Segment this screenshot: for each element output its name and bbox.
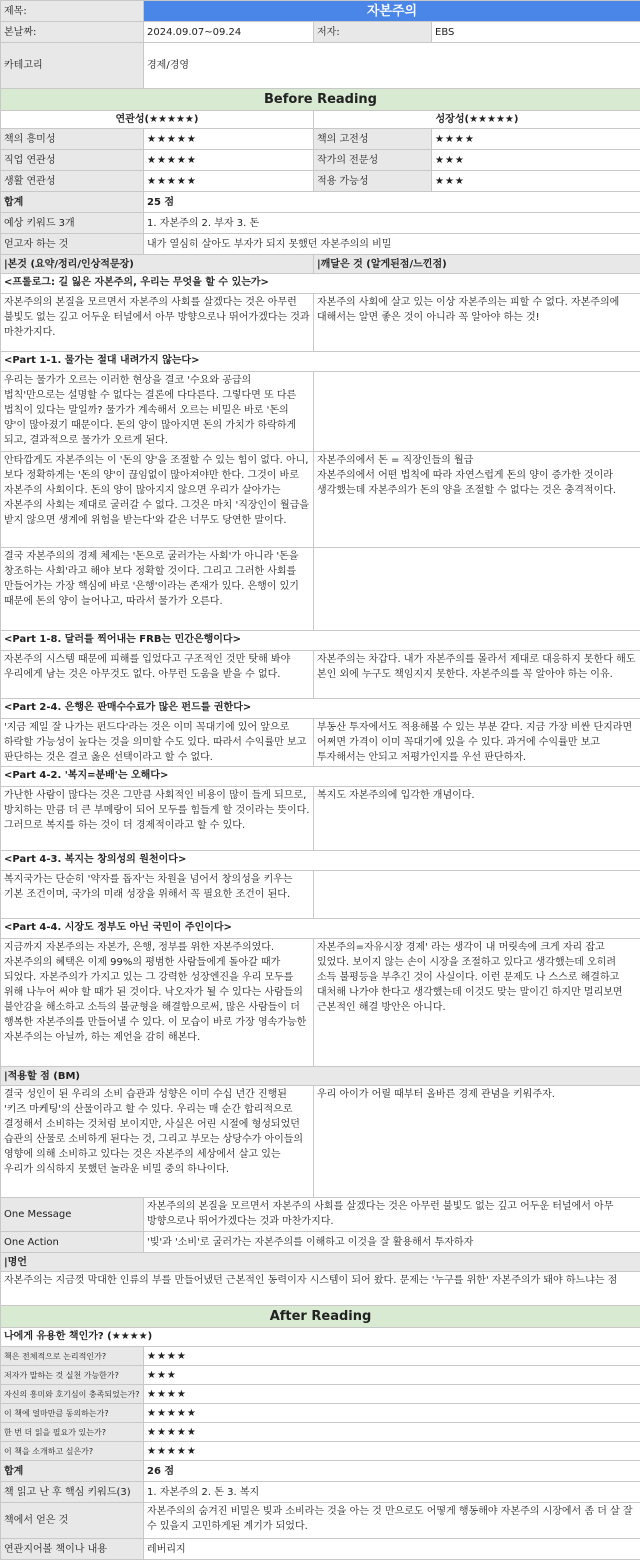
gained-value: 자본주의의 숨겨진 비밀은 빚과 소비라는 것을 아는 것 만으로도 어떻게 행동해야 자본주의 시장에서 좀 더 살 잘 수 있을지 고민하게된 계기가 되었다. xyxy=(144,1503,640,1539)
insight-text xyxy=(314,372,640,452)
one-message-value: 자본주의의 본질을 모르면서 자본주의 사회를 살겠다는 것은 아무런 불빛도 없는 깊고 어두운 터널에서 아무 방향으로나 뛰어가겠다는 것과 마찬가지다. xyxy=(144,1198,640,1232)
insight-text: 자본주의=자유시장 경제' 라는 생각이 내 머릿속에 크게 자리 잡고 있었다. 보이지 않는 손이 시장을 조절하고 있다고 생각했는데 오히려 소득 불평등을 부추긴 것이 사실이다. 이런 문제도 나 스스로 해결하고 대처해 나가야 한다고 생각했는데 이것도 맞는 말이긴 하지만 멀리보면 근본적인 해결 방안은 아니다. xyxy=(314,939,640,1067)
after-rating-stars: ★★★★ xyxy=(144,1347,640,1366)
summary-text: 안타깝게도 자본주의는 이 '돈의 양'을 조절할 수 있는 힘이 없다. 아니, 보다 정확하게는 '돈의 양'이 끊임없이 많아져야만 한다. 그것이 바로 자본주의 사회이다. 돈의 양이 많아지지 않으면 우리가 살아가는 자본주의 사회는 제대로 굴러갈 수 없다. 그것은 마치 '직장인이 월급을 받지 않으면 생계에 위험을 받는다'와 같은 너무도 당연한 말이다. xyxy=(1,452,314,548)
insight-text xyxy=(314,548,640,631)
gained-label: 책에서 얻은 것 xyxy=(1,1503,144,1539)
summary-text: '지금 제일 잘 나가는 펀드다'라는 것은 이미 꼭대기에 있어 앞으로 하락할 가능성이 높다는 것을 의미할 수도 있다. 따라서 수익률만 보고 판단하는 것은 결코 옳은 선택이라고 할 수 없다. xyxy=(1,719,314,767)
summary-text: 우리는 물가가 오르는 이러한 현상을 결코 '수요와 공급의 법칙'만으로는 설명할 수 없다는 결론에 다다른다. 그렇다면 또 다른 법칙이 있다는 말일까? 물가가 계속해서 오르는 비밀은 바로 '돈의 양'이 많아졌기 때문이다. 돈의 양이 많아지면 돈의 가치가 하락하게 되고, 결과적으로 물가가 오르게 된다. xyxy=(1,372,314,452)
rating-stars: ★★★ xyxy=(432,171,640,192)
part-heading: <Part 2-4. 은행은 판매수수료가 많은 펀드를 권한다> xyxy=(1,699,640,719)
title-label: 제목: xyxy=(1,1,144,22)
keywords-label: 예상 키워드 3개 xyxy=(1,213,144,234)
insight-text: 복지도 자본주의에 입각한 개념이다. xyxy=(314,787,640,851)
after-rating-stars: ★★★★★ xyxy=(144,1442,640,1461)
one-action-label: One Action xyxy=(1,1232,144,1253)
rating-stars: ★★★★ xyxy=(432,129,640,150)
category-value: 경제/경영 xyxy=(144,43,640,89)
related-value: 레버리지 xyxy=(144,1539,640,1560)
part-heading: <Part 4-2. '복지=분배'는 오해다> xyxy=(1,767,640,787)
part-heading: <Part 1-1. 물가는 절대 내려가지 않는다> xyxy=(1,352,640,372)
goal-value: 내가 열심히 살아도 부자가 되지 못했던 자본주의의 비밀 xyxy=(144,234,640,255)
summary-text: 결국 자본주의의 경제 체제는 '돈으로 굴러가는 사회'가 아니라 '돈을 창조하는 사회'라고 해야 보다 정확할 것이다. 그리고 그러한 사회를 만들어가는 가장 핵심에 바로 '은행'이라는 존재가 있다. 은행이 있기 때문에 돈의 양이 늘어나고, 따라서 물가가 오른다. xyxy=(1,548,314,631)
summary-text: 가난한 사람이 많다는 것은 그만큼 사회적인 비용이 많이 들게 되므로, 방치하는 만큼 더 큰 부메랑이 되어 모두를 힘들게 할 것이라는 뜻이다. 그러므로 복지를 하는 것이 더 경제적이라고 할 수 있다. xyxy=(1,787,314,851)
apply-action-text: 우리 아이가 어릴 때부터 올바른 경제 관념을 키워주자. xyxy=(314,1086,640,1198)
summary-column-header: |본것 (요약/정리/인상적문장) xyxy=(1,255,314,274)
rating-label: 직업 연관성 xyxy=(1,150,144,171)
after-rating-label: 한 번 더 읽을 필요가 있는가? xyxy=(1,1423,144,1442)
after-total-value: 26 점 xyxy=(144,1461,640,1482)
insight-text xyxy=(314,871,640,919)
part-heading: <Part 4-4. 시장도 정부도 아닌 국민이 주인이다> xyxy=(1,919,640,939)
summary-text: 복지국가는 단순히 '약자를 돕자'는 차원을 넘어서 창의성을 키우는 기본 조건이며, 국가의 미래 성장을 위해서 꼭 필요한 조건이 된다. xyxy=(1,871,314,919)
apply-header: |적용할 점 (BM) xyxy=(1,1067,640,1086)
rating-stars: ★★★★★ xyxy=(144,150,314,171)
related-label: 연관지어볼 책이나 내용 xyxy=(1,1539,144,1560)
quote-text: 자본주의는 지금껏 막대한 인류의 부를 만들어냈던 근본적인 동력이자 시스템이 되어 왔다. 문제는 '누구를 위한' 자본주의가 돼야 하느냐는 점 xyxy=(1,1272,640,1306)
one-action-value: '빚'과 '소비'로 굴러가는 자본주의를 이해하고 이것을 잘 활용해서 투자하자 xyxy=(144,1232,640,1253)
after-reading-title: After Reading xyxy=(1,1306,640,1328)
category-label: 카테고리 xyxy=(1,43,144,89)
after-rating-stars: ★★★★ xyxy=(144,1385,640,1404)
after-rating-label: 자신의 흥미와 호기심이 충족되었는가? xyxy=(1,1385,144,1404)
after-keywords-label: 책 읽고 난 후 핵심 키워드(3) xyxy=(1,1482,144,1503)
keywords-value: 1. 자본주의 2. 부자 3. 돈 xyxy=(144,213,640,234)
after-rating-label: 이 책에 얼마만큼 동의하는가? xyxy=(1,1404,144,1423)
insight-text: 자본주의 사회에 살고 있는 이상 자본주의는 피할 수 없다. 자본주의에 대해서는 알면 좋은 것이 아니라 꼭 알아야 하는 것! xyxy=(314,294,640,352)
goal-label: 얻고자 하는 것 xyxy=(1,234,144,255)
insight-text: 자본주의에서 돈 = 직장인들의 월급 자본주의에서 어떤 법칙에 따라 자연스럽게 돈의 양이 증가한 것이라 생각했는데 자본주의가 돈의 양을 조절할 수 없다는 것은 충격적이다. xyxy=(314,452,640,548)
date-value: 2024.09.07~09.24 xyxy=(144,22,314,43)
summary-text: 지금까지 자본주의는 자본가, 은행, 정부를 위한 자본주의였다. 자본주의의 혜택은 이제 99%의 평범한 사람들에게 돌아갈 때가 되었다. 자본주의가 가지고 있는 그 강력한 성장엔진을 우리 모두를 위해 나누어 써야 할 때가 된 것이다. 낙오자가 될 수 있다는 사람들의 불안감을 해소하고 소득의 불균형을 해결함으로써, 많은 사람들이 더 행복한 자본주의를 만들어낼 수 있다. 이 모습이 바로 가장 영속가능한 자본주의는 아닐까, 하는 제언을 감히 해본다. xyxy=(1,939,314,1067)
date-label: 본날짜: xyxy=(1,22,144,43)
after-keywords-value: 1. 자본주의 2. 돈 3. 복지 xyxy=(144,1482,640,1503)
rating-label: 생활 연관성 xyxy=(1,171,144,192)
insight-text: 부동산 투자에서도 적용해볼 수 있는 부분 같다. 지금 가장 비싼 단지라면 어쩌면 가격이 이미 꼭대기에 있을 수 있다. 과거에 수익률만 보고 투자해서는 안되고 저평가인지를 우선 판단하자. xyxy=(314,719,640,767)
summary-text: 자본주의 시스템 때문에 피해를 입었다고 구조적인 것만 탓해 봐야 우리에게 남는 것은 아무것도 없다. 아무런 도움을 받을 수 없다. xyxy=(1,651,314,699)
rating-label: 책의 고전성 xyxy=(314,129,432,150)
after-total-label: 합계 xyxy=(1,1461,144,1482)
rating-stars: ★★★★★ xyxy=(144,171,314,192)
author-value: EBS xyxy=(432,22,640,43)
summary-text: 자본주의의 본질을 모르면서 자본주의 사회를 살겠다는 것은 아무런 불빛도 없는 깊고 어두운 터널에서 아무 방향으로나 뛰어가겠다는 것과 마찬가지다. xyxy=(1,294,314,352)
rating-label: 책의 흥미성 xyxy=(1,129,144,150)
after-rating-label: 책은 전체적으로 논리적인가? xyxy=(1,1347,144,1366)
after-rating-label: 저자가 말하는 것 실천 가능한가? xyxy=(1,1366,144,1385)
author-label: 저자: xyxy=(314,22,432,43)
quote-header: |명언 xyxy=(1,1253,640,1272)
growth-header: 성장성(★★★★★) xyxy=(314,111,640,129)
part-heading: <프롤로그: 길 잃은 자본주의, 우리는 무엇을 할 수 있는가> xyxy=(1,274,640,294)
rating-label: 작가의 전문성 xyxy=(314,150,432,171)
rating-label: 적용 가능성 xyxy=(314,171,432,192)
rating-stars: ★★★ xyxy=(432,150,640,171)
insight-column-header: |깨달은 것 (알게된점/느낀점) xyxy=(314,255,640,274)
before-reading-title: Before Reading xyxy=(1,89,640,111)
relevance-header: 연관성(★★★★★) xyxy=(1,111,314,129)
total-label: 합계 xyxy=(1,192,144,213)
after-rating-stars: ★★★ xyxy=(144,1366,640,1385)
book-title: 자본주의 xyxy=(144,1,640,22)
useful-header: 나에게 유용한 책인가? (★★★★) xyxy=(1,1328,640,1347)
after-rating-label: 이 책을 소개하고 싶은가? xyxy=(1,1442,144,1461)
total-value: 25 점 xyxy=(144,192,640,213)
one-message-label: One Message xyxy=(1,1198,144,1232)
part-heading: <Part 4-3. 복지는 창의성의 원천이다> xyxy=(1,851,640,871)
apply-text: 결국 성인이 된 우리의 소비 습관과 성향은 이미 수십 년간 진행된 '키즈 마케팅'의 산물이라고 할 수 있다. 우리는 매 순간 합리적으로 결정해서 소비하는 것처럼 보이지만, 사실은 어린 시절에 형성되었던 습관의 산물로 소비하게 된다는 것, 그리고 부모는 상당수가 아이들의 영향에 의해 소비하고 있다는 것은 자본주의 세상에서 살고 있는 우리가 의식하지 못했던 놀라운 비밀 중의 하나이다. xyxy=(1,1086,314,1198)
insight-text: 자본주의는 차갑다. 내가 자본주의를 몰라서 제대로 대응하지 못한다 해도 본인 외에 누구도 책임지지 못한다. 자본주의를 꼭 알아야 하는 이유. xyxy=(314,651,640,699)
rating-stars: ★★★★★ xyxy=(144,129,314,150)
after-rating-stars: ★★★★★ xyxy=(144,1404,640,1423)
after-rating-stars: ★★★★★ xyxy=(144,1423,640,1442)
part-heading: <Part 1-8. 달러를 찍어내는 FRB는 민간은행이다> xyxy=(1,631,640,651)
